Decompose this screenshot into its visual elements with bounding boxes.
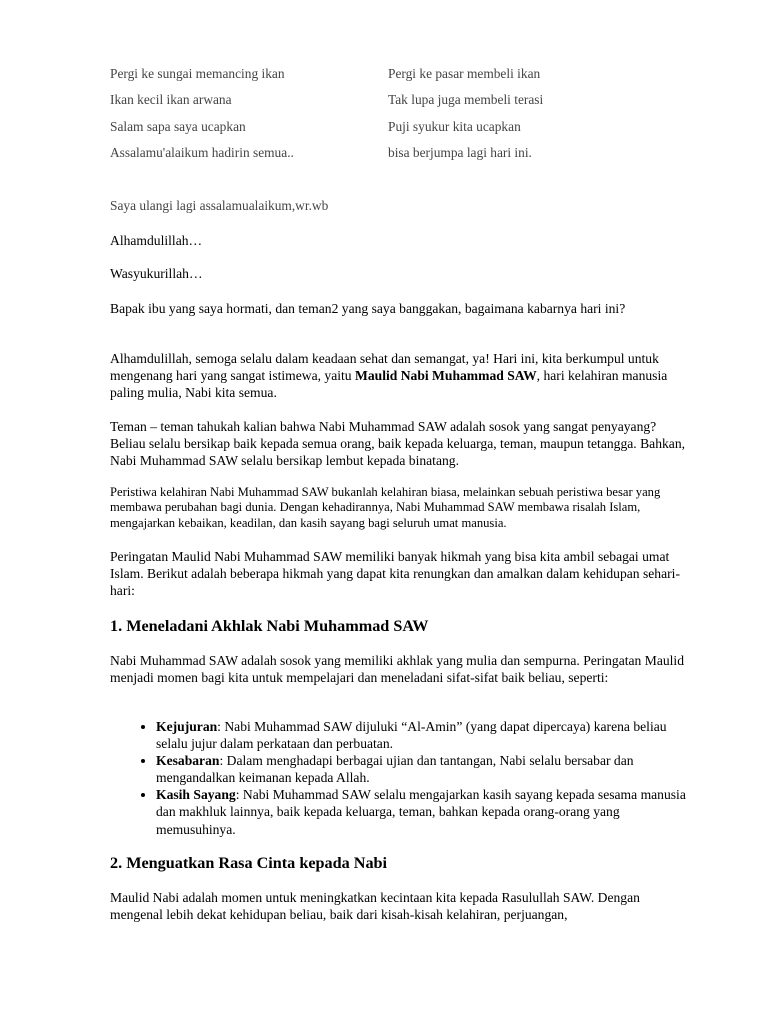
bullet-term: Kesabaran bbox=[156, 753, 220, 769]
bullet-text: : Nabi Muhammad SAW dijuluki “Al-Amin” (yang dapat dipercaya) karena beliau selalu jujur dalam perkataan dan perbuatan. bbox=[156, 719, 667, 752]
virtue-list bbox=[110, 718, 696, 838]
paragraph-birth-event: Peristiwa kelahiran Nabi Muhammad SAW bukanlah kelahiran biasa, melainkan sebuah peristiwa besar yang membawa perubahan bagi dunia. Dengan kehadirannya, Nabi Muhammad SAW membawa risalah Islam, mengajarkan kebaikan, keadilan, dan kasih sayang bagi seluruh umat manusia. bbox=[110, 485, 661, 530]
list-item bbox=[156, 786, 696, 837]
list-item bbox=[156, 752, 696, 786]
bullet-text: : Nabi Muhammad SAW selalu mengajarkan kasih sayang kepada sesama manusia dan makhluk lainnya, baik kepada keluarga, teman, bahkan kepada orang-orang yang memusuhinya. bbox=[156, 787, 686, 837]
pantun-right: Pergi ke pasar membeli ikan bbox=[388, 66, 541, 81]
greeting-repeat: Saya ulangi lagi assalamualaikum,wr.wb bbox=[110, 198, 329, 213]
pantun-left: Ikan kecil ikan arwana bbox=[110, 92, 232, 108]
wasyukurillah-line: Wasyukurillah… bbox=[110, 266, 203, 281]
bullet-term: Kasih Sayang bbox=[156, 787, 236, 803]
paragraph-love-prophet: Maulid Nabi adalah momen untuk meningkatkan kecintaan kita kepada Rasulullah SAW. Dengan mengenal lebih dekat kehidupan beliau, baik dari kisah-kisah kelahiran, perjuangan, bbox=[110, 890, 640, 923]
bullet-text: : Dalam menghadapi berbagai ujian dan tantangan, Nabi selalu bersabar dan mengandalkan keimanan kepada Allah. bbox=[156, 753, 634, 786]
pantun-row bbox=[110, 145, 670, 171]
pantun-left: Salam sapa saya ucapkan bbox=[110, 118, 246, 134]
pantun-row bbox=[110, 119, 670, 145]
list-item bbox=[156, 718, 696, 752]
paragraph-akhlak: Nabi Muhammad SAW adalah sosok yang memiliki akhlak yang mulia dan sempurna. Peringatan Maulid menjadi momen bagi kita untuk mempelajari dan meneladani sifat-sifat baik beliau, seperti: bbox=[110, 653, 685, 686]
paragraph-intro-start: Alhamdulillah, semoga selalu dalam keadaan sehat dan semangat, ya! Hari ini, kita berkumpul untuk mengenang hari yang sangat istimewa, yaitu bbox=[110, 351, 659, 384]
paragraph-intro bbox=[110, 350, 690, 401]
pantun-left: Assalamu'alaikum hadirin semua.. bbox=[110, 144, 294, 160]
paragraph-greeting: Bapak ibu yang saya hormati, dan teman2 yang saya banggakan, bagaimana kabarnya hari ini? bbox=[110, 301, 626, 316]
paragraph-intro-end: , hari kelahiran manusia paling mulia, Nabi kita semua. bbox=[110, 368, 668, 401]
paragraph-hikmah: Peringatan Maulid Nabi Muhammad SAW memiliki banyak hikmah yang bisa kita ambil sebagai umat Islam. Berikut adalah beberapa hikmah yang dapat kita renungkan dan amalkan dalam kehidupan sehari-hari: bbox=[110, 549, 680, 599]
heading-2: 2. Menguatkan Rasa Cinta kepada Nabi bbox=[110, 854, 388, 872]
event-name: Maulid Nabi Muhammad SAW bbox=[355, 368, 537, 384]
pantun-block bbox=[110, 66, 670, 171]
pantun-right: Tak lupa juga membeli terasi bbox=[388, 92, 544, 108]
heading-1: 1. Meneladani Akhlak Nabi Muhammad SAW bbox=[110, 617, 429, 635]
pantun-right: Puji syukur kita ucapkan bbox=[388, 118, 521, 134]
pantun-row bbox=[110, 92, 670, 118]
pantun-left: Pergi ke sungai memancing ikan bbox=[110, 66, 285, 81]
pantun-row bbox=[110, 66, 670, 92]
paragraph-prophet-character: Teman – teman tahukah kalian bahwa Nabi Muhammad SAW adalah sosok yang sangat penyayang? Beliau selalu bersikap baik kepada semua orang, baik kepada keluarga, teman, maupun tetangga. Bahkan, Nabi Muhammad SAW selalu bersikap lembut kepada binatang. bbox=[110, 419, 686, 469]
bullet-term: Kejujuran bbox=[156, 719, 218, 734]
alhamdulillah-line: Alhamdulillah… bbox=[110, 233, 203, 248]
pantun-right: bisa berjumpa lagi hari ini. bbox=[388, 144, 532, 160]
